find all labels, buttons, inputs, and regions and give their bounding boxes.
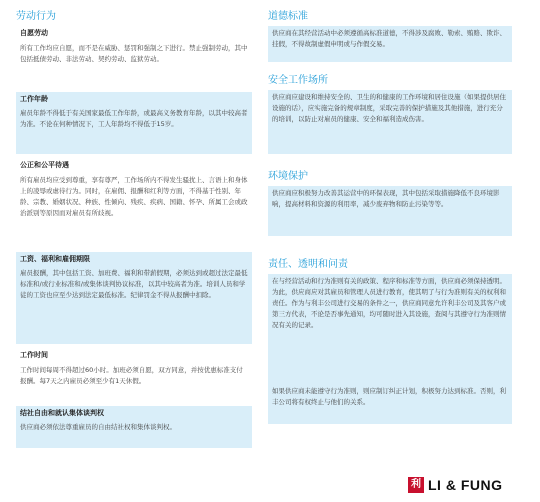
section-ethics bbox=[268, 8, 512, 62]
section-body: 在与经营活动和行为准则有关的政策、程序和标准等方面，供应商必须保持透明。为此，供应商应对其雇员和管理人员进行教育，使其明了与行为准则有关的权利和责任。作为与利丰公司进行交易的条件之一，供应商同意允许利丰公司及其客户或第三方代表，不论是否事先通知，均可随时进入其设施，查阅与其遵守行为准则情况有关的记录。 bbox=[268, 274, 512, 380]
section-accountability bbox=[268, 256, 512, 424]
block-body: 雇员年龄不得低于有关国家最低工作年龄，或最高义务教育年龄，以其中较高者为准。不论在何种情况下，工人年龄均不得低于15岁。 bbox=[16, 106, 252, 154]
right-column bbox=[268, 8, 512, 424]
section-heading-labour: 劳动行为 bbox=[16, 11, 56, 22]
section-body: 供应商应积极努力改善其运营中的环保表现，其中包括采取措施降低不良环境影响，提高材料和资源的利用率，减少废弃物和防止污染等等。 bbox=[268, 186, 512, 236]
section-body-extra: 如果供应商未能遵守行为准则，则应制订纠正计划，积极努力达到标准。否则，利丰公司将有权终止与他们的关系。 bbox=[268, 380, 512, 424]
block-wages bbox=[16, 252, 252, 344]
block-body: 所有雇员均应受到尊重，享有尊严，工作场所内不得发生骚扰上、言语上和身体上的凌辱或虐待行为。同时，在雇佣、报酬和红利等方面，不得基于性别、年龄、宗教、婚姻状况、种族、性倾向、残疾、疾病、国籍、怀孕、所属工会或政治派别等原因而对雇员有所歧视。 bbox=[20, 176, 248, 217]
section-body: 供应商在其经营活动中必须遵循高标准道德，不得涉及腐败、勒索、贿赂、欺诈、挂假，不得故制虚假申明或与作假交易。 bbox=[268, 26, 512, 62]
block-body: 供应商必须依法尊重雇员的自由结社权和集体谈判权。 bbox=[16, 420, 252, 448]
section-heading: 环境保护 bbox=[268, 171, 308, 182]
block-title: 工作时间 bbox=[16, 348, 252, 362]
section-heading: 责任、透明和问责 bbox=[268, 259, 348, 270]
block-body: 雇员报酬，其中包括工资、加班费、福利和带薪假期，必须达到或超过法定最低标准和/或行业标准和/或集体谈判协议标准，以其中较高者为准。培训人员和学徒的工资也应至少达到法定最低标准。纪律罚金不得从报酬中扣除。 bbox=[16, 266, 252, 344]
block-title: 公正和公平待遇 bbox=[16, 158, 252, 172]
block-fair-treatment bbox=[16, 158, 252, 252]
block-voluntary-labour bbox=[16, 26, 252, 92]
section-body: 供应商应建设和维持安全的、卫生的和健康的工作环境和居住设施（如果提供居住设施的话），应实施完备的规章制度，采取完善的保护措施及其他措施，进行充分的培训，以防止对雇员的健康、安全和福利造成伤害。 bbox=[268, 90, 512, 154]
block-title: 工资、福利和雇佣期限 bbox=[16, 252, 252, 266]
section-environment bbox=[268, 168, 512, 236]
block-body: 所有工作均应自愿，而不是在威胁、惩罚和强制之下进行。禁止强制劳动，其中包括抵债劳动、非法劳动、契约劳动、监狱劳动。 bbox=[20, 44, 248, 63]
section-heading: 道德标准 bbox=[268, 11, 308, 22]
block-title: 工作年龄 bbox=[16, 92, 252, 106]
block-title: 结社自由和就认集体谈判权 bbox=[16, 406, 252, 420]
section-safe-workplace bbox=[268, 72, 512, 154]
block-working-hours bbox=[16, 348, 252, 406]
left-column bbox=[16, 8, 252, 448]
block-body: 工作时间每周不得超过60小时。加班必须自愿，双方同意，并按优惠标准支付报酬。每7天之内雇员必须至少有1天休假。 bbox=[20, 366, 243, 385]
block-working-age bbox=[16, 92, 252, 154]
logo-mark-icon: 利 bbox=[408, 477, 424, 493]
block-association bbox=[16, 406, 252, 448]
section-heading: 安全工作场所 bbox=[268, 75, 328, 86]
li-fung-logo bbox=[408, 476, 503, 494]
logo-text: LI & FUNG bbox=[428, 477, 503, 493]
block-title: 自愿劳动 bbox=[16, 26, 252, 40]
